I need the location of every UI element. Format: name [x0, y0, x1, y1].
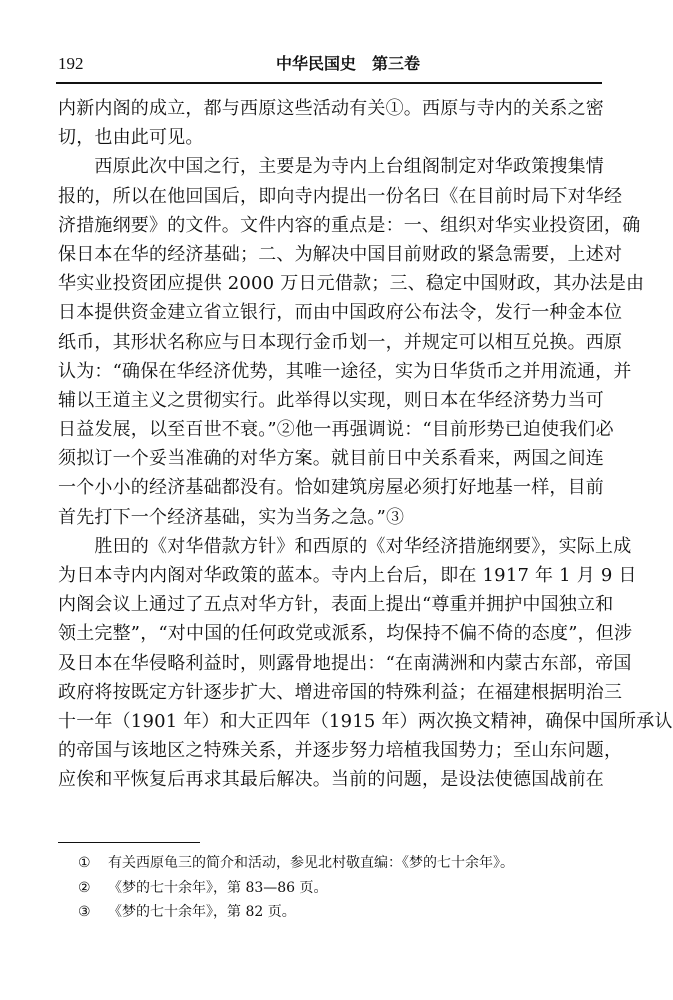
text-line: 胜田的《对华借款方针》和西原的《对华经济措施纲要》，实际上成: [58, 535, 632, 557]
header-rule: [56, 82, 602, 84]
text-line: 认为：“确保在华经济优势，其唯一途径，实为日华货币之并用流通，并: [58, 360, 632, 382]
text-line: 济措施纲要》的文件。文件内容的重点是：一、组织对华实业投资团，确: [58, 214, 641, 236]
text-line: 纸币，其形状名称应与日本现行金币划一，并规定可以相互兑换。西原: [58, 331, 623, 353]
text-line: 保日本在华的经济基础；二、为解决中国目前财政的紧急需要，上述对: [58, 243, 623, 265]
text-line: 的帝国与该地区之特殊关系，并逐步努力培植我国势力；至山东问题，: [58, 740, 623, 762]
footnote-1: [78, 851, 598, 876]
footnote-marker: ①: [78, 855, 91, 871]
text-line: 西原此次中国之行，主要是为寺内上台组阁制定对华政策搜集情: [58, 156, 604, 178]
text-line: 切，也由此可见。: [58, 127, 204, 149]
text-line: 华实业投资团应提供 2000 万日元借款；三、稳定中国财政，其办法是由: [58, 273, 645, 295]
text-line: 政府将按既定方针逐步扩大、增进帝国的特殊利益；在福建根据明治三: [58, 681, 623, 703]
footnote-divider: [58, 842, 200, 843]
text-line: 为日本寺内内阁对华政策的蓝本。寺内上台后，即在 1917 年 1 月 9 日: [58, 565, 637, 586]
text-line: 领土完整”，“对中国的任何政党或派系，均保持不偏不倚的态度”，但涉: [58, 623, 633, 645]
text-line: 一个小小的经济基础都没有。恰如建筑房屋必须打好地基一样，目前: [58, 477, 604, 499]
footnote-2: [78, 876, 598, 901]
footnote-text: 《梦的七十余年》，第 83—86 页。: [108, 879, 328, 896]
footnote-marker: ③: [78, 904, 91, 920]
running-title: 中华民国史 第三卷: [275, 54, 420, 73]
text-line: 须拟订一个妥当准确的对华方案。就目前日中关系看来，两国之间连: [58, 448, 604, 470]
text-line: 报的，所以在他回国后，即向寺内提出一份名曰《在目前时局下对华经: [58, 185, 623, 207]
body-text: [58, 94, 673, 795]
footnote-marker: ②: [78, 879, 91, 896]
text-line: 日本提供资金建立省立银行，而由中国政府公布法令，发行一种金本位: [58, 302, 623, 324]
text-line: 内新内阁的成立，都与西原这些活动有关①。西原与寺内的关系之密: [58, 98, 604, 119]
text-line: 及日本在华侵略利益时，则露骨地提出：“在南满洲和内蒙古东部，帝国: [58, 652, 632, 674]
page-header: [58, 52, 604, 76]
text-line: 日益发展，以至百世不衰。”②他一再强调说：“目前形势已迫使我们必: [58, 419, 614, 441]
footnote-text: 《梦的七十余年》，第 82 页。: [108, 904, 296, 920]
text-line: 内阁会议上通过了五点对华方针，表面上提出“尊重并拥护中国独立和: [58, 594, 614, 616]
footnote-3: [78, 900, 598, 925]
footnotes: [78, 851, 598, 925]
page-number: 192: [58, 54, 84, 73]
text-line: 首先打下一个经济基础，实为当务之急。”③: [58, 506, 405, 528]
text-line: 应俟和平恢复后再求其最后解决。当前的问题，是设法使德国战前在: [58, 769, 604, 791]
footnote-text: 有关西原龟三的简介和活动，参见北村敬直编：《梦的七十余年》。: [108, 855, 514, 871]
text-line: 十一年（1901 年）和大正四年（1915 年）两次换文精神，确保中国所承认: [58, 710, 673, 732]
text-line: 辅以王道主义之贯彻实行。此举得以实现，则日本在华经济势力当可: [58, 389, 604, 411]
